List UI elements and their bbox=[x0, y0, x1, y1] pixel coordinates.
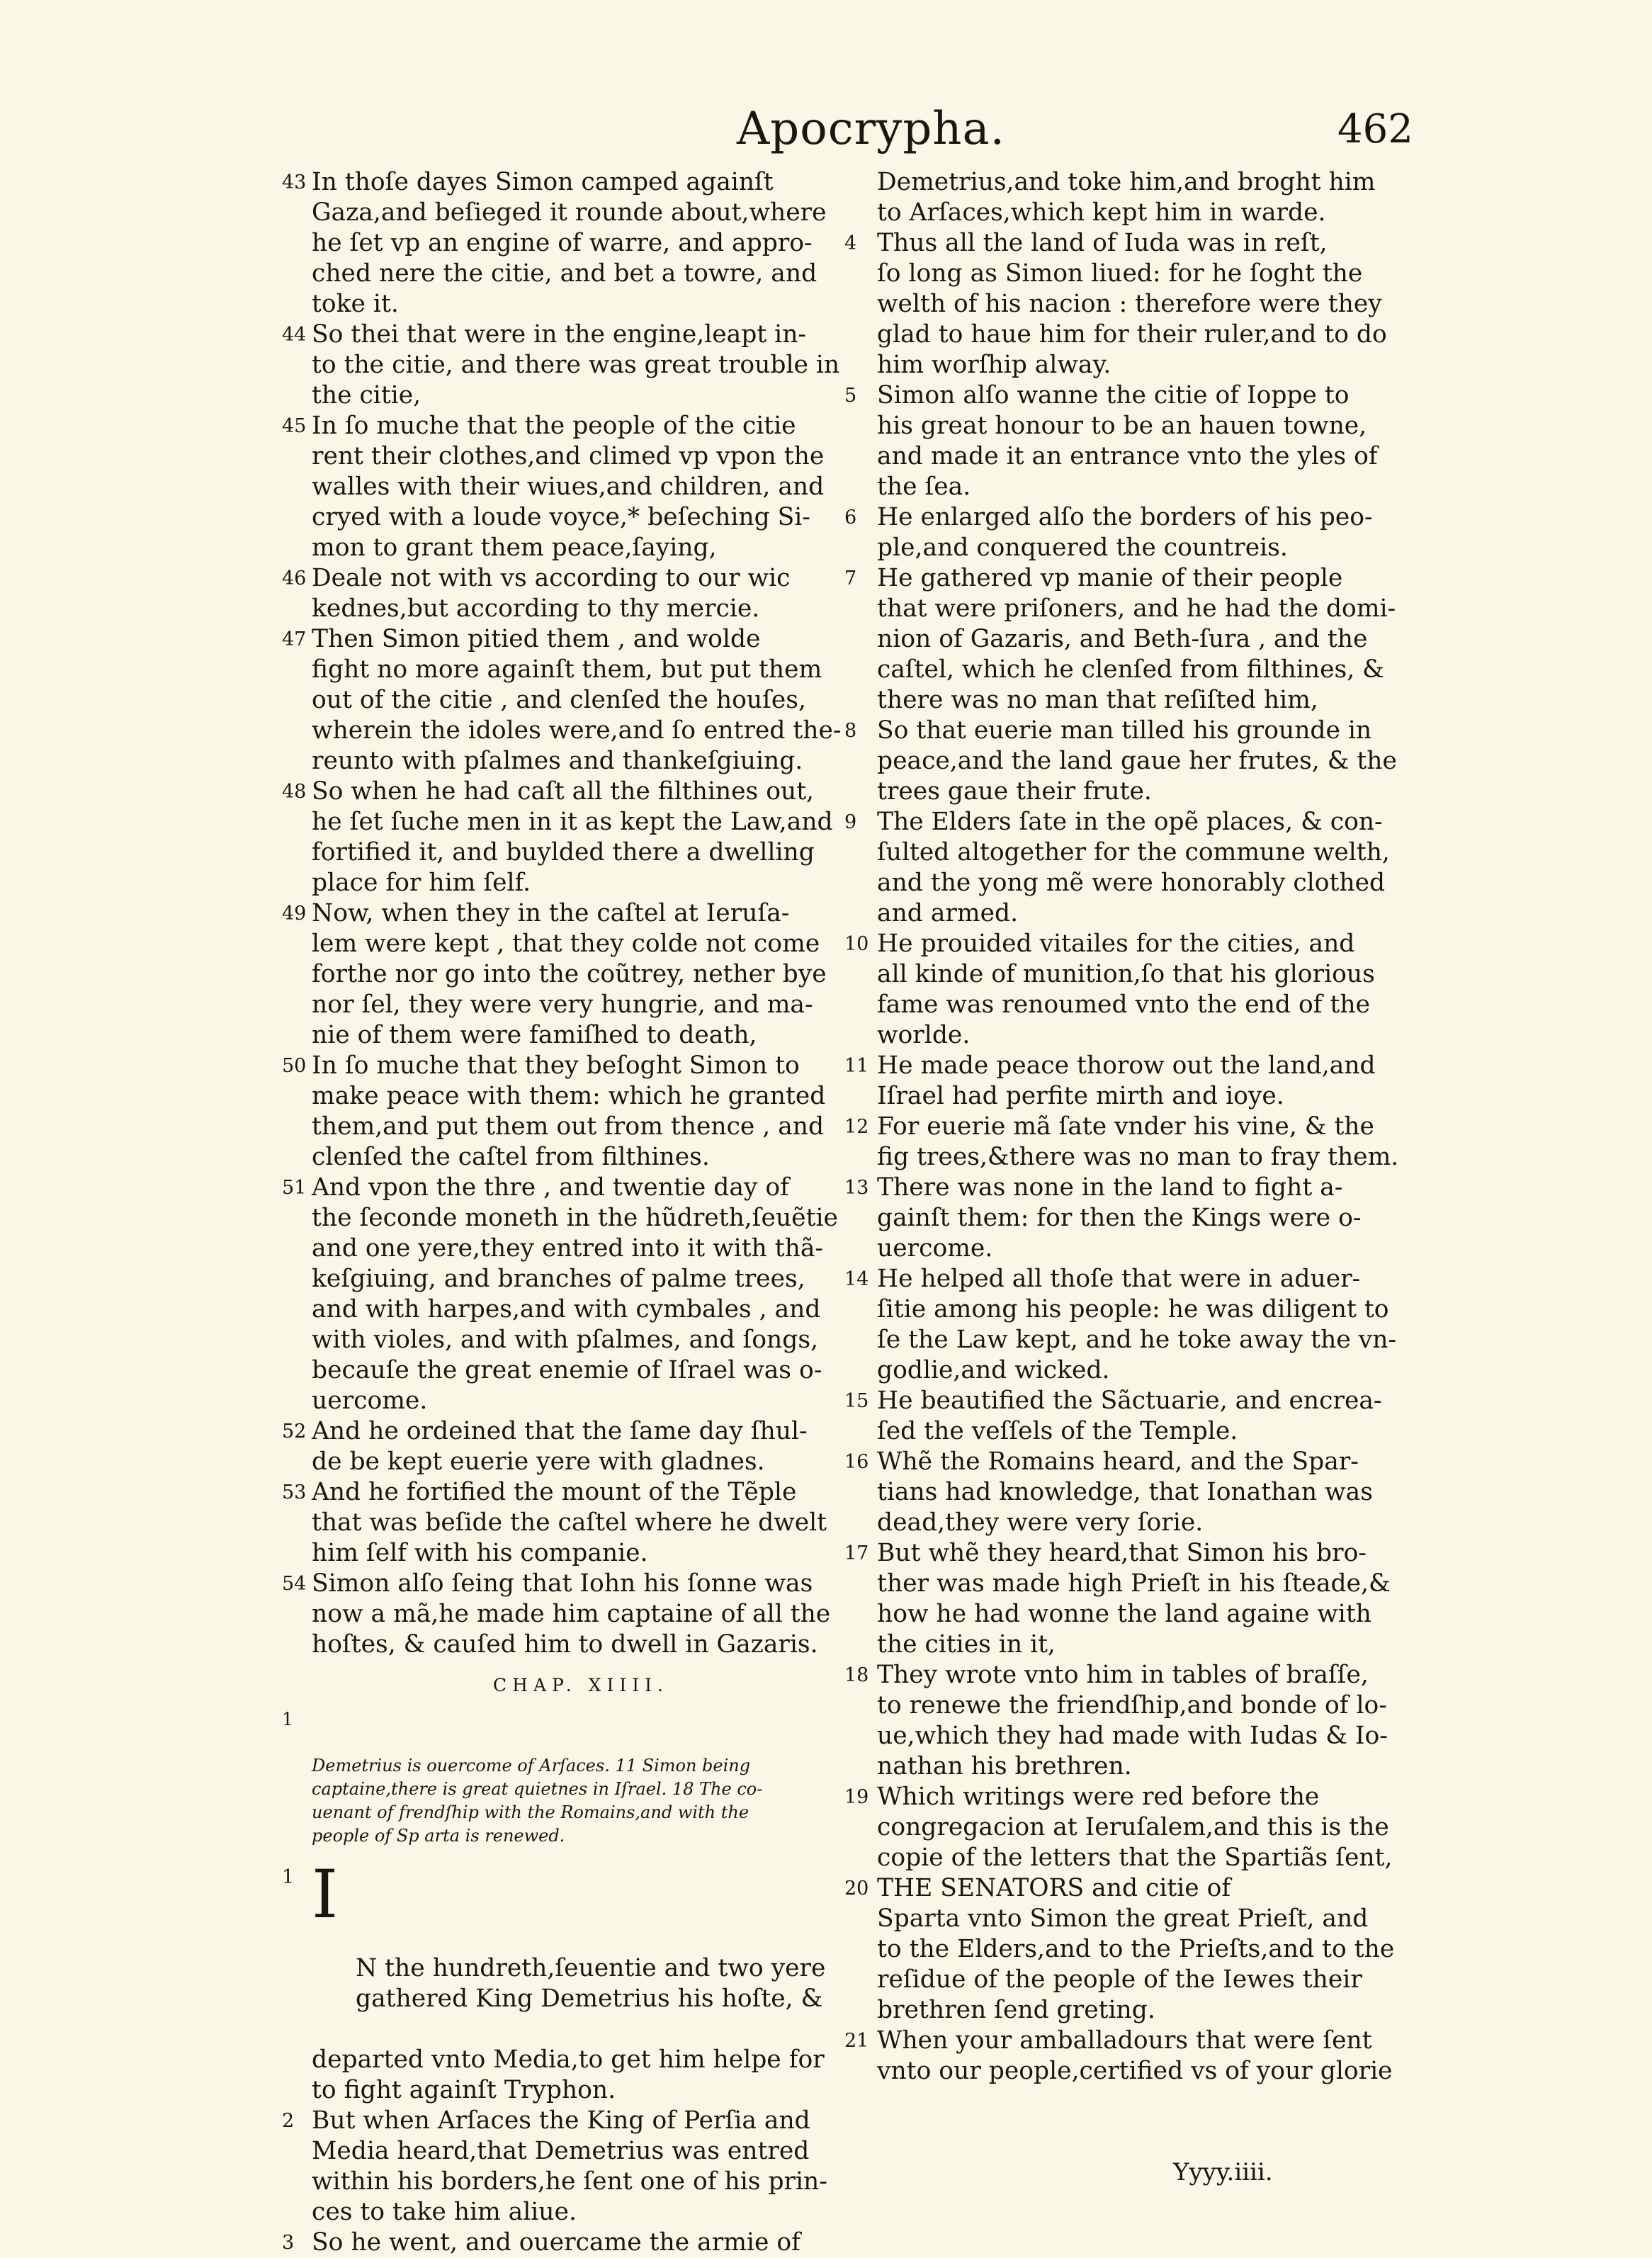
verse-text: In ſo muche that they beſoght Simon to make peace with them: which he granted them,and put them out from thence , and clenſed the caſtel from filthines. bbox=[312, 1051, 826, 1171]
verse-text: He gathered vp manie of their people that were priſoners, and he had the domi- nion of Gazaris, and Beth-ſura , and the caſtel, which he clenſed from filthines, & there was no man that reſiſted him, bbox=[877, 564, 1396, 714]
verse-text: Simon alſo wanne the citie of Ioppe to his great honour to be an hauen towne, and made it an entrance vnto the yles of the ſea. bbox=[877, 381, 1378, 501]
verse-text: Now, when they in the caſtel at Ieruſa- lem were kept , that they colde not come forthe nor go into the coũtrey, nether bye nor ſel, they were very hungrie, and ma- nie of them were famiſhed to death, bbox=[312, 899, 827, 1049]
verse-text: The Elders ſate in the opẽ places, & con- ſulted altogether for the commune welth, and the yong mẽ were honorably clothed and armed. bbox=[877, 808, 1390, 927]
dropcap-first-lines: N the hundreth,ſeuentie and two yere gathered King Demetrius his hoſte, & bbox=[356, 1954, 826, 2013]
verse bbox=[282, 1569, 850, 1660]
verse-number: 45 bbox=[282, 415, 307, 437]
verse bbox=[282, 563, 850, 624]
signature-mark: Yyyy.iiii. bbox=[1173, 2158, 1273, 2186]
verse-text: So thei that were in the engine,leapt in- to the citie, and there was great trouble in the citie, bbox=[312, 320, 840, 410]
summary-marker: 1 bbox=[282, 1709, 293, 1729]
verse bbox=[844, 2026, 1415, 2087]
verse bbox=[282, 411, 850, 563]
verse-number: 11 bbox=[844, 1055, 869, 1077]
verse-text: Which writings were red before the congregacion at Ieruſalem,and this is the copie of the letters that the Spartiãs ſent, bbox=[877, 1783, 1393, 1872]
verse bbox=[282, 2228, 850, 2258]
verse bbox=[282, 1477, 850, 1569]
verse-text: Thus all the land of Iuda was in reſt, ſo long as Simon liued: for he ſoght the welth of his nacion : therefore were they glad to haue him for their ruler,and to do him worſhip alway. bbox=[877, 229, 1387, 379]
verse bbox=[844, 1051, 1415, 1112]
verse bbox=[844, 228, 1415, 380]
verse bbox=[282, 1051, 850, 1173]
verse-number: 12 bbox=[844, 1116, 869, 1138]
verse-number: 48 bbox=[282, 781, 307, 803]
verse-number: 7 bbox=[844, 568, 857, 589]
verse-number: 1 bbox=[282, 1866, 295, 1888]
verse-text: Whẽ the Romains heard, and the Spar- tians had knowledge, that Ionathan was dead,they were very ſorie. bbox=[877, 1447, 1373, 1537]
verse bbox=[844, 1660, 1415, 1782]
verse-text: And he fortified the mount of the Tẽple that was beſide the caſtel where he dwelt him ſelf with his companie. bbox=[312, 1478, 827, 1567]
verse bbox=[844, 1782, 1415, 1873]
verse-number: 53 bbox=[282, 1481, 307, 1503]
verse bbox=[844, 1386, 1415, 1447]
verse-number: 6 bbox=[844, 507, 857, 529]
verse bbox=[282, 2106, 850, 2228]
verse-number: 21 bbox=[844, 2030, 869, 2052]
verse bbox=[282, 624, 850, 777]
verse bbox=[844, 1447, 1415, 1538]
verse-text: He prouided vitailes for the cities, and all kinde of munition,ſo that his glorious fame was renoumed vnto the end of the worlde. bbox=[877, 930, 1375, 1049]
right-column bbox=[844, 167, 1415, 2087]
verse-number: 19 bbox=[844, 1786, 869, 1808]
verse-number: 18 bbox=[844, 1664, 869, 1686]
verse bbox=[844, 502, 1415, 563]
verse bbox=[844, 1538, 1415, 1660]
verse-number: 43 bbox=[282, 171, 307, 193]
verse bbox=[844, 1264, 1415, 1386]
verse-text: They wrote vnto him in tables of braſſe, to renewe the friendſhip,and bonde of lo- ue,which they had made with Iudas & Io- nathan his brethren. bbox=[877, 1661, 1388, 1780]
verse-number: 10 bbox=[844, 933, 869, 955]
verse bbox=[282, 777, 850, 898]
verse-number: 47 bbox=[282, 628, 307, 650]
verse bbox=[844, 563, 1415, 716]
verse-text: He beautified the Sãctuarie, and encrea- ſed the veſſels of the Temple. bbox=[877, 1387, 1382, 1445]
verse bbox=[282, 1416, 850, 1477]
verse-number: 2 bbox=[282, 2110, 295, 2132]
chapter-heading: CHAP. XIIII. bbox=[493, 1675, 669, 1695]
page-number: 462 bbox=[1337, 106, 1413, 152]
verse-number: 15 bbox=[844, 1390, 869, 1412]
verse-number: 20 bbox=[844, 1878, 869, 1899]
verse-text: When your amballadours that were ſent vnto our people,certified vs of your glorie bbox=[877, 2026, 1393, 2085]
verse bbox=[844, 1873, 1415, 2026]
verse-text: He made peace thorow out the land,and Iſrael had perfite mirth and ioye. bbox=[877, 1051, 1376, 1110]
verse-number: 46 bbox=[282, 568, 307, 589]
verse-number: 13 bbox=[844, 1177, 869, 1199]
verse-number: 52 bbox=[282, 1421, 307, 1443]
verse-text: Then Simon pitied them , and wolde fight no more againſt them, but put them out of the citie , and clenſed the houſes, wherein the idoles were,and ſo entred the- reunto with pſalmes and thankeſgiuing. bbox=[312, 625, 842, 775]
verse-number: 51 bbox=[282, 1177, 307, 1199]
verse-text: For euerie mã ſate vnder his vine, & the fig trees,&there was no man to fray them. bbox=[877, 1112, 1399, 1171]
verse-text: And vpon the thre , and twentie day of the ſeconde moneth in the hũdreth,ſeuẽtie and one yere,they entred into it with thã- keſgiuing, and branches of palme trees, and with harpes,and with cymbales , and with violes, and with pſalmes, and ſongs, becauſe the great enemie of Iſrael was o- uercome. bbox=[312, 1173, 838, 1415]
verse bbox=[844, 1173, 1415, 1264]
verse-text: THE SENATORS and citie of Sparta vnto Simon the great Prieſt, and to the Elders,and to the Prieſts,and to the reſidue of the people of the Iewes their brethren ſend greting. bbox=[877, 1874, 1395, 2024]
verse-number: 54 bbox=[282, 1573, 307, 1595]
verse-number: 4 bbox=[844, 232, 857, 254]
verse-text: He helped all thoſe that were in aduer- ſitie among his people: he was diligent to ſe the Law kept, and he toke away the vn- godlie,and wicked. bbox=[877, 1265, 1397, 1384]
verse bbox=[844, 807, 1415, 929]
verse-number: 14 bbox=[844, 1268, 869, 1290]
verse bbox=[844, 929, 1415, 1051]
verse-text: So that euerie man tilled his grounde in peace,and the land gaue her frutes, & the trees gaue their frute. bbox=[877, 716, 1397, 806]
verse-number: 3 bbox=[282, 2232, 295, 2254]
verse-text: Simon alſo ſeing that Iohn his ſonne was now a mã,he made him captaine of all the hoſtes, & cauſed him to dwell in Gazaris. bbox=[312, 1569, 831, 1659]
verse-number: 16 bbox=[844, 1451, 869, 1473]
verse bbox=[844, 716, 1415, 807]
left-column bbox=[282, 167, 850, 2258]
verse bbox=[282, 1173, 850, 1416]
verse-text: So when he had caſt all the filthines out, he ſet ſuche men in it as kept the Law,and fortified it, and buylded there a dwelling place for him ſelf. bbox=[312, 777, 833, 897]
verse-text: But when Arſaces the King of Perſia and Media heard,that Demetrius was entred within his borders,he ſent one of his prin- ces to take him aliue. bbox=[312, 2106, 827, 2226]
verse bbox=[282, 167, 850, 320]
dropcap-verse-rest: departed vnto Media,to get him helpe for to fight againſt Tryphon. bbox=[312, 2045, 825, 2104]
verse-number: 8 bbox=[844, 720, 857, 742]
verse-number: 49 bbox=[282, 903, 307, 925]
chapter-summary bbox=[282, 1707, 850, 1848]
verse-number: 5 bbox=[844, 385, 857, 407]
verse-text: In ſo muche that the people of the citie rent their clothes,and climed vp vpon the walles with their wiues,and children, and cryed with a loude voyce,* beſeching Si- mon to grant them peace,ſaying, bbox=[312, 412, 825, 562]
verse-number: 17 bbox=[844, 1542, 869, 1564]
continued-verse-text: Demetrius,and toke him,and broght him to Arſaces,which kept him in warde. bbox=[877, 168, 1376, 227]
verse bbox=[844, 1112, 1415, 1173]
verse-number: 44 bbox=[282, 324, 307, 346]
verse-number: 9 bbox=[844, 811, 857, 833]
verse bbox=[282, 320, 850, 411]
verse-text: There was none in the land to fight a- gainſt them: for then the Kings were o- uercome. bbox=[877, 1173, 1362, 1263]
verse-text: In thoſe dayes Simon camped againſt Gaza,and beſieged it rounde about,where he ſet vp an engine of warre, and appro- ched nere the citie, and bet a towre, and toke it. bbox=[312, 168, 827, 318]
verse bbox=[844, 380, 1415, 502]
verse-text: But whẽ they heard,that Simon his bro- ther was made high Prieſt in his ſteade,& how he had wonne the land againe with the cities in it, bbox=[877, 1539, 1391, 1659]
verse-text: And he ordeined that the ſame day ſhul- de be kept euerie yere with gladnes. bbox=[312, 1417, 808, 1476]
verse-text: Deale not with vs according to our wic kednes,but according to thy mercie. bbox=[312, 564, 791, 623]
verse-number: 50 bbox=[282, 1055, 307, 1077]
dropcap-verse bbox=[282, 1856, 850, 2045]
verse-text: He enlarged alſo the borders of his peo- ple,and conquered the countreis. bbox=[877, 503, 1373, 562]
page-title: Apocrypha. bbox=[737, 103, 1005, 155]
verse-text: So he went, and ouercame the armie of bbox=[312, 2228, 800, 2257]
summary-text: Demetrius is ouercome of Arſaces. 11 Simon being captaine,there is great quietnes in Iſrael. 18 The co- uenant of frendſhip with the Romains,and with the people of Sp arta is renewed. bbox=[312, 1756, 763, 1846]
verse bbox=[282, 898, 850, 1051]
drop-cap-letter: I bbox=[312, 1856, 339, 1934]
